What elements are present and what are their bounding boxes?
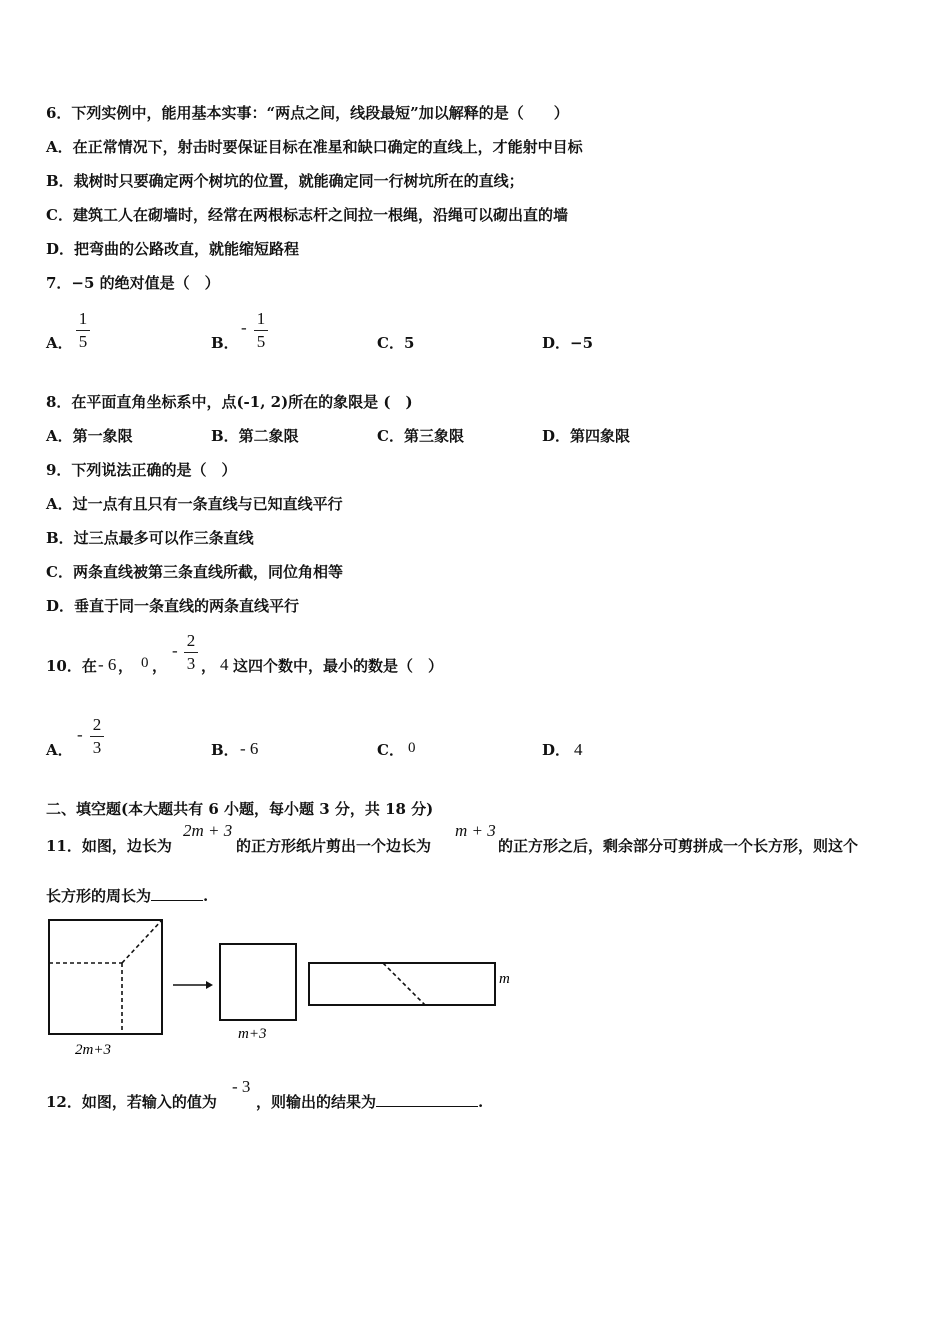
q6-option-a: A．在正常情况下，射击时要保证目标在准星和缺口确定的直线上，才能射中目标 xyxy=(46,138,583,156)
q11-line-2 xyxy=(46,885,208,906)
small-square xyxy=(220,944,296,1020)
q11-middle: 的正方形纸片剪出一个边长为 xyxy=(236,837,432,855)
q10-a-denominator: 3 xyxy=(92,738,102,757)
q7-option-b-fraction xyxy=(254,308,268,353)
q7-b-numerator: 1 xyxy=(254,308,268,331)
q11-line-2-end: . xyxy=(203,887,209,905)
arrow-head-icon xyxy=(206,981,213,989)
label-small-square: m+3 xyxy=(238,1026,267,1042)
q12-answer-blank[interactable] xyxy=(376,1092,478,1107)
q8-option-c: C．第三象限 xyxy=(377,427,464,445)
q10-option-a-fraction xyxy=(90,714,104,759)
q7-option-a-fraction xyxy=(76,308,90,353)
q6-stem: 6．下列实例中，能用基本实事：“两点之间，线段最短”加以解释的是（ ） xyxy=(46,104,569,122)
q12-input-value: - 3 xyxy=(232,1077,251,1096)
q12-prefix: 12．如图，若输入的值为 xyxy=(46,1093,217,1111)
q10-number-1: - 6 xyxy=(98,655,117,674)
q11-suffix: 的正方形之后，剩余部分可剪拼成一个长方形，则这个 xyxy=(498,837,859,855)
q11-prefix: 11．如图，边长为 xyxy=(46,837,172,855)
q7-b-sign: - xyxy=(241,318,247,337)
q10-number-2: 0 xyxy=(141,655,149,671)
q6-option-b: B．栽树时只要确定两个树坑的位置，就能确定同一行树坑所在的直线； xyxy=(46,172,524,190)
q9-stem: 9．下列说法正确的是（ ） xyxy=(46,461,237,479)
q8-option-b: B．第二象限 xyxy=(211,427,299,445)
q9-option-b: B．过三点最多可以作三条直线 xyxy=(46,529,254,547)
q12-middle xyxy=(256,1091,483,1112)
section-2-heading: 二、填空题(本大题共有 6 小题，每小题 3 分，共 18 分) xyxy=(46,800,434,818)
q11-line-2-text: 长方形的周长为 xyxy=(46,887,152,905)
q10-option-b-label: B． xyxy=(211,741,239,759)
q7-option-a-label: A． xyxy=(46,334,73,352)
q10-a-numerator: 2 xyxy=(90,714,104,737)
q12-middle-text: ，则输出的结果为 xyxy=(256,1093,377,1111)
q10-sep-3: ， xyxy=(201,657,217,675)
q7-b-denominator: 5 xyxy=(256,332,266,351)
label-big-square: 2m+3 xyxy=(75,1042,111,1058)
q8-option-a: A．第一象限 xyxy=(46,427,133,445)
q10-stem-prefix: 10．在 xyxy=(46,657,97,675)
q10-option-d-value: 4 xyxy=(574,740,583,759)
q10-option-b-value: - 6 xyxy=(240,739,259,758)
q7-option-c: C．5 xyxy=(377,334,415,352)
big-square-dash-diagonal xyxy=(122,920,162,963)
q7-stem: 7．−5 的绝对值是（ ） xyxy=(46,274,220,292)
q9-option-d: D．垂直于同一条直线的两条直线平行 xyxy=(46,597,300,615)
q10-n3-denominator: 3 xyxy=(186,654,196,673)
q11-expr-1: 2m + 3 xyxy=(183,821,233,840)
q11-expr-2: m + 3 xyxy=(455,821,496,840)
q10-number-3-fraction xyxy=(184,630,198,675)
big-square xyxy=(49,920,162,1034)
q10-a-sign: - xyxy=(77,725,83,744)
q10-stem-suffix: 这四个数中，最小的数是（ ） xyxy=(233,657,444,675)
q6-option-d: D．把弯曲的公路改直，就能缩短路程 xyxy=(46,240,300,258)
q7-option-b-label: B． xyxy=(211,334,239,352)
q7-a-numerator: 1 xyxy=(76,308,90,331)
q11-answer-blank[interactable] xyxy=(151,886,203,901)
q10-sep-2: ， xyxy=(152,657,168,675)
q8-option-d: D．第四象限 xyxy=(542,427,631,445)
q10-number-3-sign: - xyxy=(172,641,178,660)
q9-option-a: A．过一点有且只有一条直线与已知直线平行 xyxy=(46,495,343,513)
label-rectangle: m xyxy=(499,971,510,987)
q11-figure xyxy=(40,912,530,1062)
q10-option-d-label: D． xyxy=(542,741,571,759)
q10-sep-1: ， xyxy=(118,657,134,675)
q10-number-4: 4 xyxy=(220,655,229,674)
q10-option-c-value: 0 xyxy=(408,740,416,756)
q6-option-c: C．建筑工人在砌墙时，经常在两根标志杆之间拉一根绳，沿绳可以砌出直的墙 xyxy=(46,206,568,224)
rectangle-dash-diagonal xyxy=(383,963,425,1005)
q8-stem: 8．在平面直角坐标系中，点(-1, 2)所在的象限是 ( ) xyxy=(46,393,413,411)
q10-n3-numerator: 2 xyxy=(184,630,198,653)
q10-option-c-label: C． xyxy=(377,741,404,759)
q7-a-denominator: 5 xyxy=(78,332,88,351)
q9-option-c: C．两条直线被第三条直线所截，同位角相等 xyxy=(46,563,343,581)
result-rectangle xyxy=(309,963,495,1005)
q12-end: . xyxy=(478,1093,484,1111)
q7-option-d: D．−5 xyxy=(542,334,594,352)
q10-option-a-label: A． xyxy=(46,741,73,759)
